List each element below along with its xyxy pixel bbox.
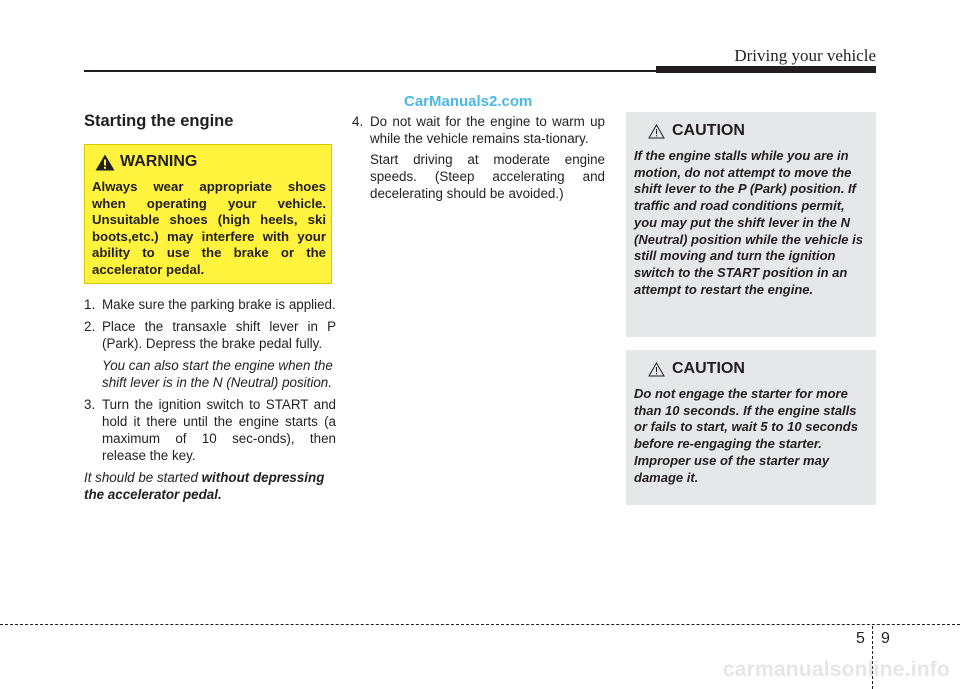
page-number: 9 [881, 630, 890, 647]
final-note-plain: It should be started [84, 470, 202, 485]
steps-column-1 [84, 296, 336, 503]
step-number: 1. [84, 297, 96, 312]
header-rule [84, 70, 656, 72]
final-note [84, 469, 336, 503]
watermark-bottom: carmanualsonline.info [722, 658, 950, 681]
step-text: Do not wait for the engine to warm up while the vehicle remains sta-tionary. [370, 114, 605, 146]
caution-label: CAUTION [672, 360, 745, 377]
caution-box-1 [626, 112, 876, 337]
step-1 [84, 296, 336, 313]
watermark-top: CarManuals2.com [404, 93, 533, 110]
caution-text: If the engine stalls while you are in motion, do not attempt to move the shift lever to the P (Park) position. If traffic and road conditions permit, you may put the shift lever in the N (Neutral) position while the vehicle is still moving and turn the ignition switch to the START position in an attempt to restart the engine. [634, 148, 863, 297]
header-rule-thick [656, 66, 876, 73]
footer-rule [0, 624, 960, 625]
step-3 [84, 396, 336, 464]
section-title: Starting the engine [84, 112, 234, 130]
chapter-title: Driving your vehicle [734, 46, 876, 65]
step-number: 2. [84, 319, 96, 334]
steps-column-2 [352, 113, 605, 202]
caution-box-2 [626, 350, 876, 505]
step-4-paragraph: Start driving at moderate engine speeds. (Steep accelerating and decelerating should be avoided.) [370, 152, 605, 201]
caution-header [648, 122, 745, 140]
caution-header [648, 360, 745, 378]
caution-text: Do not engage the starter for more than 10 seconds. If the engine stalls or fails to start, wait 5 to 10 seconds before re-engaging the starter. Improper use of the starter may damage it. [634, 386, 858, 485]
section-number: 5 [856, 630, 865, 647]
step-number: 4. [352, 114, 364, 129]
warning-text: Always wear appropriate shoes when operating your vehicle. Unsuitable shoes (high heels, ski boots,etc.) may interfere with your ability to use the brake or the accelerator pedal. [92, 179, 326, 277]
step-number: 3. [84, 397, 96, 412]
step-text: Place the transaxle shift lever in P (Park). Depress the brake pedal fully. [102, 319, 336, 351]
step-text: Turn the ignition switch to START and hold it there until the engine starts (a maximum of 10 sec-onds), then release the key. [102, 397, 336, 463]
warning-label: WARNING [120, 153, 198, 170]
warning-box [84, 144, 332, 284]
final-note-bold: without depressing the accelerator pedal. [84, 470, 325, 502]
caution-label: CAUTION [672, 122, 745, 139]
caution-triangle-icon [648, 362, 665, 377]
warning-triangle-icon [95, 154, 115, 171]
step-text: Make sure the parking brake is applied. [102, 297, 336, 312]
step-4 [352, 113, 605, 147]
step-2 [84, 318, 336, 352]
caution-triangle-icon [648, 124, 665, 139]
step-2-note: You can also start the engine when the shift lever is in the N (Neutral) position. [102, 358, 333, 390]
warning-header [95, 153, 197, 171]
